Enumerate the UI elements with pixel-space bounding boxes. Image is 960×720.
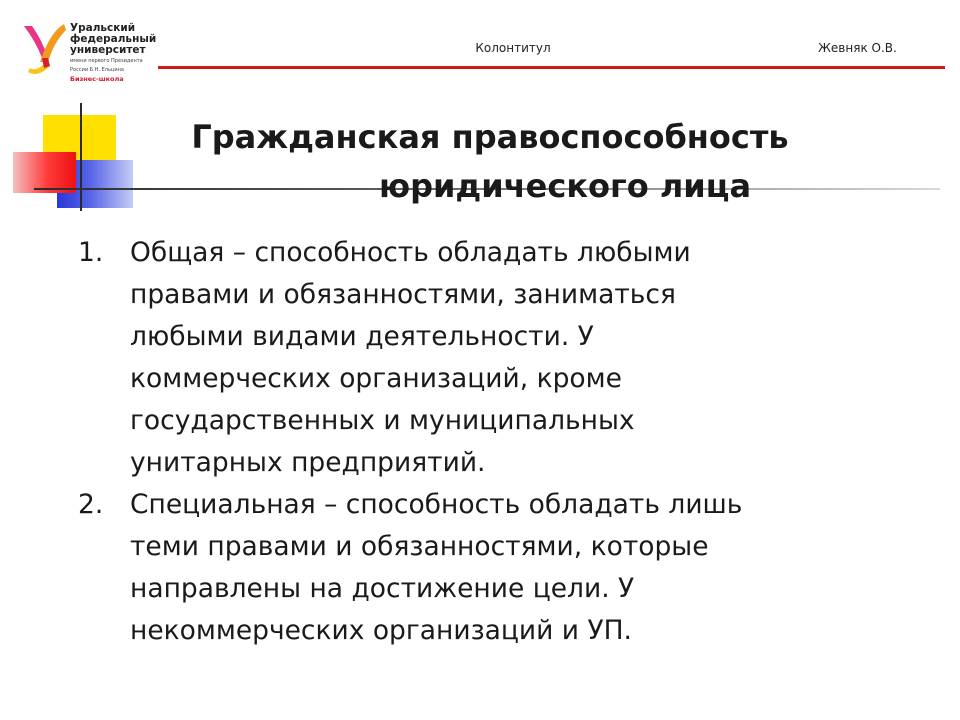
- list-item-line: государственных и муниципальных: [130, 405, 635, 436]
- list-item-line: Общая – способность обладать любыми: [130, 237, 691, 268]
- list-item-number: 1.: [78, 237, 104, 268]
- decor-red-square: [13, 152, 76, 193]
- list-item: [78, 484, 938, 652]
- decor-vertical-line: [80, 103, 82, 211]
- list-item-text: [130, 484, 742, 652]
- header-footer-label: Колонтитул: [475, 41, 551, 55]
- university-logo-icon: [20, 22, 66, 80]
- list-item: [78, 232, 938, 484]
- university-subtitle-line-1: имени первого Президента: [70, 58, 143, 64]
- list-item-number: 2.: [78, 489, 104, 520]
- university-subtitle-line-2: России Б.Н. Ельцина: [70, 66, 124, 73]
- author-name: Жевняк О.В.: [818, 41, 897, 55]
- university-name-line-2: федеральный: [70, 33, 157, 45]
- list-item-line: коммерческих организаций, кроме: [130, 363, 622, 394]
- slide-title-line-1: Гражданская правоспособность: [191, 118, 789, 156]
- university-name-line-3: университет: [70, 44, 146, 56]
- list-item-line: некоммерческих организаций и УП.: [130, 615, 632, 646]
- header-divider: [158, 66, 945, 69]
- list-item-text: [130, 232, 691, 484]
- list-item-line: теми правами и обязанностями, которые: [130, 531, 709, 562]
- content-list: [78, 232, 938, 652]
- university-name-line-1: Уральский: [70, 22, 136, 34]
- list-item-line: Специальная – способность обладать лишь: [130, 489, 743, 520]
- slide-title: [100, 113, 880, 211]
- business-school-label: Бизнес-школа: [70, 75, 124, 83]
- list-item-line: правами и обязанностями, заниматься: [130, 279, 676, 310]
- list-item-line: направлены на достижение цели. У: [130, 573, 635, 604]
- list-item-line: унитарных предприятий.: [130, 447, 486, 478]
- university-name: [70, 23, 156, 83]
- list-item-line: любыми видами деятельности. У: [130, 321, 594, 352]
- slide-title-line-2: юридического лица: [378, 167, 752, 205]
